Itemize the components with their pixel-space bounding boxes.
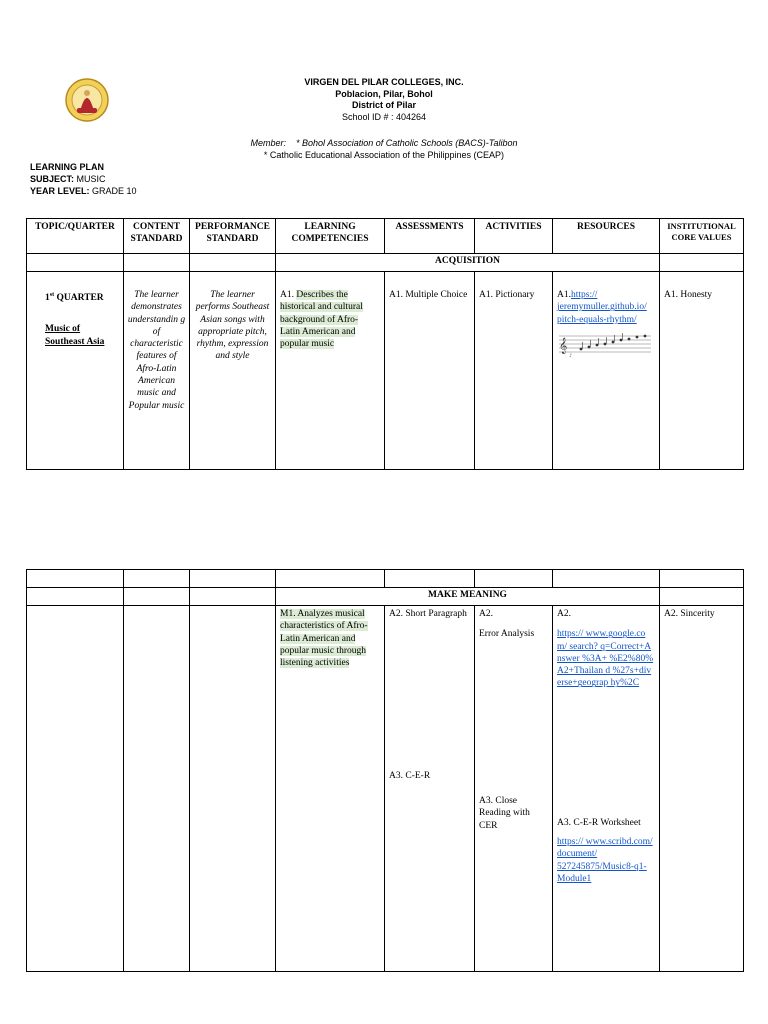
topic-title: Music of Southeast Asia <box>45 324 105 347</box>
competency-prefix: A1. <box>280 290 297 300</box>
section-empty-cell <box>660 254 744 272</box>
resource-link-pitch-rhythm[interactable]: https:// jeremymuller.github.io/ pitch-equals-rhythm/ <box>557 290 647 325</box>
empty-cell <box>190 570 276 588</box>
core-value-cell: A2. Sincerity <box>660 606 744 972</box>
school-address: Poblacion, Pilar, Bohol <box>335 88 433 99</box>
content-standard-cell: The learner demonstrates understandin g of characteristic features of Afro-Latin American music and Popular music <box>124 272 190 470</box>
section-empty-cell <box>124 588 190 606</box>
section-acquisition: ACQUISITION <box>276 254 660 272</box>
empty-cell <box>475 570 553 588</box>
resource-link-scribd[interactable]: https:// www.scribd.com/ document/ 527245875/Music8-q1- Module1 <box>557 837 653 884</box>
music-staff-image <box>557 332 653 358</box>
resource-a2-label: A2. <box>557 609 571 619</box>
competency-text: M1. Analyzes musical characteristics of Afro-Latin American and popular music through listening activities <box>280 609 368 669</box>
empty-cell <box>27 570 124 588</box>
activity-a3: A3. Close Reading with CER <box>479 796 530 831</box>
standards-cell <box>124 606 276 972</box>
header-assessments: ASSESSMENTS <box>385 219 475 254</box>
header-core-values: INSTITUTIONAL CORE VALUES <box>660 219 744 254</box>
section-empty-cell <box>190 254 276 272</box>
assessment-a2: A2. Short Paragraph <box>389 609 467 619</box>
empty-cell <box>276 570 385 588</box>
performance-standard-cell: The learner performs Southeast Asian songs with appropriate pitch, rhythm, expression and style <box>190 272 276 470</box>
school-name: VIRGEN DEL PILAR COLLEGES, INC. <box>304 77 464 87</box>
header-activities: ACTIVITIES <box>475 219 553 254</box>
section-empty-cell <box>660 588 744 606</box>
topic-quarter-cell <box>27 606 124 972</box>
header-performance-standard: PERFORMANCE STANDARD <box>190 219 276 254</box>
core-value-cell: A1. Honesty <box>660 272 744 470</box>
topic-quarter-cell <box>27 272 124 470</box>
plan-title: LEARNING PLAN <box>30 162 104 172</box>
empty-cell <box>124 570 190 588</box>
header-topic-quarter: TOPIC/QUARTER <box>27 219 124 254</box>
school-district: District of Pilar <box>351 100 416 110</box>
competency-text: Describes the historical and cultural background of Afro-Latin American and popular music <box>280 290 363 350</box>
resource-prefix: A1. <box>557 290 571 300</box>
header-resources: RESOURCES <box>553 219 660 254</box>
header-learning-competencies: LEARNING COMPETENCIES <box>276 219 385 254</box>
subject-value: MUSIC <box>74 174 106 184</box>
school-id-label: School ID # <box>341 111 391 122</box>
svg-text:𝄞: 𝄞 <box>559 337 568 354</box>
resource-cell <box>553 272 660 470</box>
quarter-label <box>45 289 119 304</box>
year-label: YEAR LEVEL: <box>30 186 90 196</box>
school-id-value: : 404264 <box>390 111 427 122</box>
section-make-meaning: MAKE MEANING <box>276 588 660 606</box>
activity-cell: A1. Pictionary <box>475 272 553 470</box>
school-id <box>0 112 768 124</box>
resource-a3-label: A3. C-E-R Worksheet <box>557 818 641 828</box>
header-content-standard: CONTENT STANDARD <box>124 219 190 254</box>
year-value: GRADE 10 <box>89 186 137 196</box>
section-empty-cell <box>27 254 124 272</box>
subject-label: SUBJECT: <box>30 174 75 184</box>
empty-cell <box>660 570 744 588</box>
learning-plan-table-acquisition <box>26 218 744 470</box>
section-empty-cell <box>190 588 276 606</box>
member-bacs: * Bohol Association of Catholic Schools (BACS)-Talibon <box>296 138 518 148</box>
member-label: Member: <box>250 138 287 148</box>
assessment-a3: A3. C-E-R <box>389 771 431 781</box>
assessment-cell <box>385 606 475 972</box>
quarter-word: QUARTER <box>54 293 104 304</box>
assessment-cell: A1. Multiple Choice <box>385 272 475 470</box>
resource-link-google-search[interactable]: https:// www.google.com/ search? q=Correct+Answer %3A+ %E2%80%A2+Thailan d %27s+diverse+geograp hy%2C <box>557 629 654 689</box>
section-empty-cell <box>124 254 190 272</box>
quarter-number: 1 <box>45 293 50 304</box>
member-line-2: * Catholic Educational Association of the Philippines (CEAP) <box>263 150 505 160</box>
resource-cell <box>553 606 660 972</box>
activity-a2-label: A2. <box>479 609 493 619</box>
subject-line <box>30 173 137 185</box>
section-empty-cell <box>27 588 124 606</box>
activity-cell <box>475 606 553 972</box>
empty-cell <box>553 570 660 588</box>
svg-text:♪: ♪ <box>569 352 573 358</box>
quarter-suffix: st <box>49 292 55 298</box>
member-line-1 <box>0 137 768 149</box>
competency-cell <box>276 272 385 470</box>
year-level-line <box>30 185 137 197</box>
learning-plan-table-make-meaning <box>26 569 744 972</box>
empty-cell <box>385 570 475 588</box>
activity-a2: Error Analysis <box>479 629 535 640</box>
competency-cell <box>276 606 385 972</box>
